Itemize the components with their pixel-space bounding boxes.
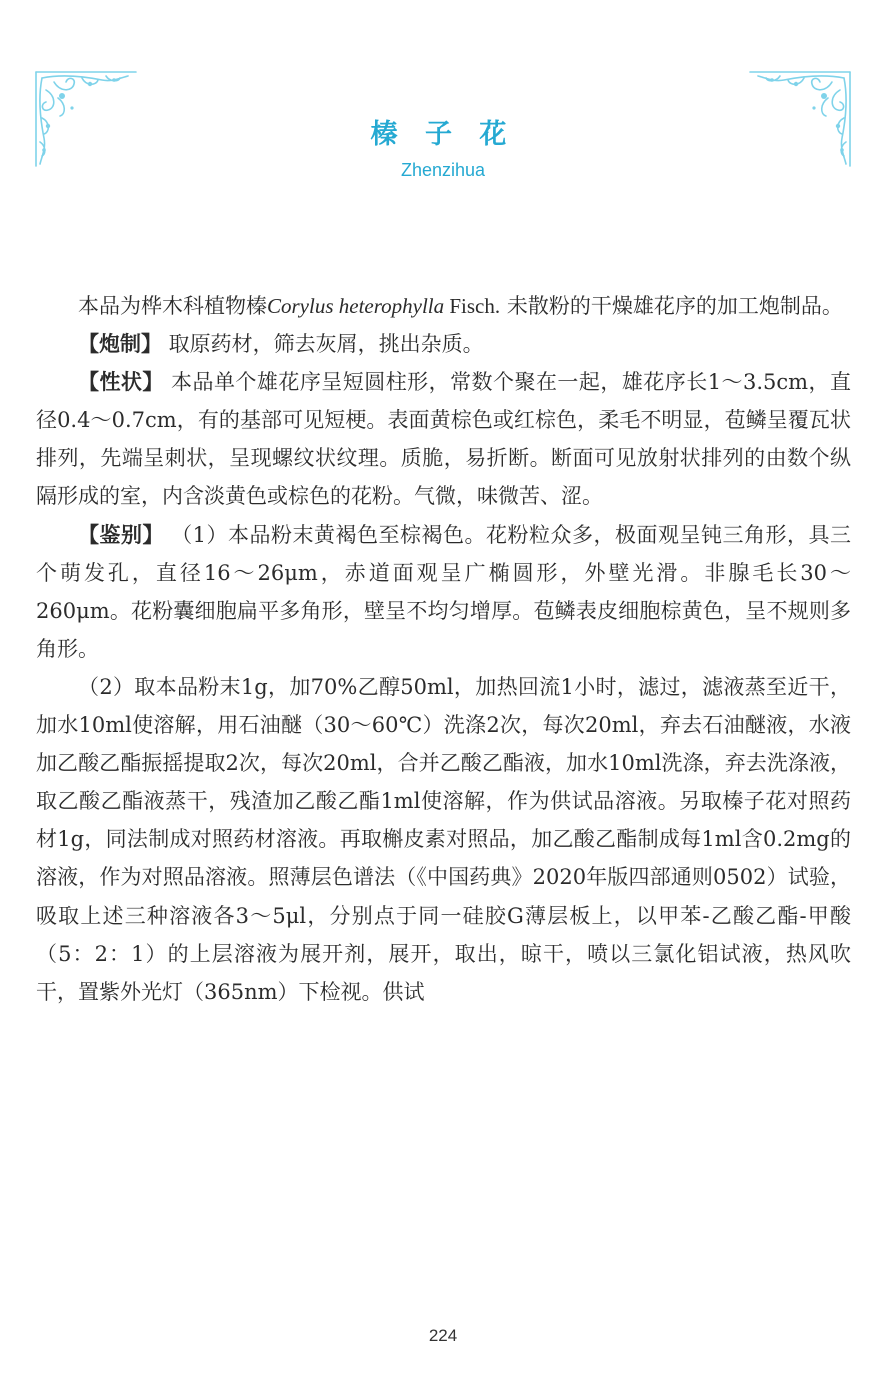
page-number: 224 xyxy=(428,1326,458,1345)
page-title: 榛 子 花 xyxy=(370,119,516,150)
processing-paragraph xyxy=(36,325,851,363)
identification-paragraph-1 xyxy=(36,516,851,668)
identification-paragraph-2 xyxy=(36,668,851,1011)
page-subtitle-pinyin: Zhenzihua xyxy=(400,160,486,180)
intro-text: 本品为桦木科植物榛 xyxy=(78,294,267,318)
intro-text-end: 未散粉的干燥雄花序的加工炮制品。 xyxy=(500,294,843,318)
section-label-characters: 【性状】 xyxy=(78,370,164,395)
processing-text: 取原药材，筛去灰屑，挑出杂质。 xyxy=(162,332,484,357)
section-label-processing: 【炮制】 xyxy=(78,332,162,357)
species-author: Fisch. xyxy=(444,294,501,318)
section-label-identification: 【鉴别】 xyxy=(78,522,164,547)
characters-paragraph xyxy=(36,363,851,515)
latin-species-name: Corylus heterophylla xyxy=(267,294,445,318)
characters-text: 本品单个雄花序呈短圆柱形，常数个聚在一起，雄花序长1～3.5cm，直径0.4～0.7cm，有的基部可见短梗。表面黄棕色或红棕色，柔毛不明显，苞鳞呈覆瓦状排列，先端呈刺状，呈现螺纹状纹理。质脆，易折断。断面可见放射状排列的由数个纵隔形成的室，内含淡黄色或棕色的花粉。气微，味微苦、涩。 xyxy=(36,370,852,509)
identification-text-1: （1）本品粉末黄褐色至棕褐色。花粉粒众多，极面观呈钝三角形，具三个萌发孔，直径16～26μm，赤道面观呈广椭圆形，外壁光滑。非腺毛长30～260μm。花粉囊细胞扁平多角形，壁呈不均匀增厚。苞鳞表皮细胞棕黄色，呈不规则多角形。 xyxy=(36,522,851,661)
intro-paragraph xyxy=(36,287,851,325)
identification-text-2: （2）取本品粉末1g，加70%乙醇50ml，加热回流1小时，滤过，滤液蒸至近干，加水10ml使溶解，用石油醚（30～60℃）洗涤2次，每次20ml，弃去石油醚液，水液加乙酸乙酯振摇提取2次，每次20ml，合并乙酸乙酯液，加水10ml洗涤，弃去洗涤液，取乙酸乙酯液蒸干，残渣加乙酸乙酯1ml使溶解，作为供试品溶液。另取榛子花对照药材1g，同法制成对照药材溶液。再取槲皮素对照品，加乙酸乙酯制成每1ml含0.2mg的溶液，作为对照品溶液。照薄层色谱法（《中国药典》2020年版四部通则0502）试验，吸取上述三种溶液各3～5μl，分别点于同一硅胶G薄层板上，以甲苯-乙酸乙酯-甲酸（5：2：1）的上层溶液为展开剂，展开，取出，晾干，喷以三氯化铝试液，热风吹干，置紫外光灯（365nm）下检视。供试 xyxy=(36,674,851,1004)
monograph-body xyxy=(36,287,851,1011)
